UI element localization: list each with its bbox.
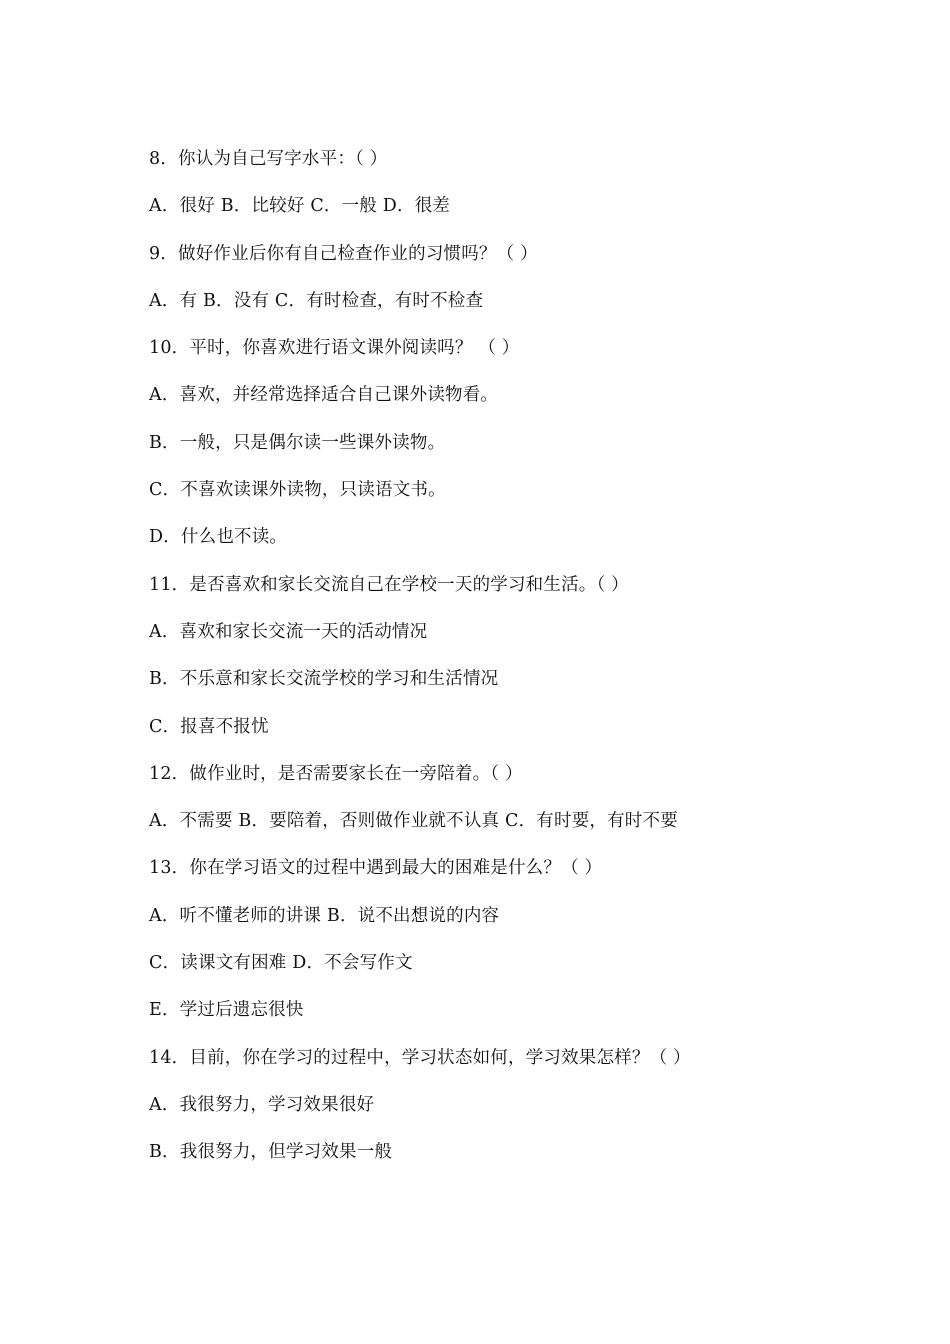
question-14-option-b: B．我很努力，但学习效果一般: [149, 1142, 393, 1163]
question-12: 12．做作业时，是否需要家长在一旁陪着。（ ）: [149, 763, 523, 784]
question-12-options: A．不需要 B．要陪着，否则做作业就不认真 C．有时要，有时不要: [149, 811, 678, 832]
question-11: 11．是否喜欢和家长交流自己在学校一天的学习和生活。（ ）: [149, 574, 629, 595]
question-10: 10．平时，你喜欢进行语文课外阅读吗？ （ ）: [149, 338, 520, 359]
question-10-option-a: A．喜欢，并经常选择适合自己课外读物看。: [149, 385, 499, 406]
question-10-option-b: B．一般，只是偶尔读一些课外读物。: [149, 432, 446, 453]
question-8: 8．你认为自己写字水平：（ ）: [149, 149, 388, 169]
question-14: 14．目前，你在学习的过程中，学习状态如何，学习效果怎样？（ ）: [149, 1047, 691, 1068]
question-8-options: A．很好 B．比较好 C．一般 D．很差: [149, 196, 451, 217]
question-11-option-c: C．报喜不报忧: [149, 716, 269, 737]
question-13-option-e: E．学过后遗忘很快: [149, 1000, 304, 1021]
question-14-option-a: A．我很努力，学习效果很好: [149, 1094, 375, 1115]
questionnaire-text: [149, 141, 849, 1182]
question-11-option-b: B．不乐意和家长交流学校的学习和生活情况: [149, 669, 499, 690]
question-9-options: A．有 B．没有 C．有时检查，有时不检查: [149, 290, 484, 311]
question-11-option-a: A．喜欢和家长交流一天的活动情况: [149, 621, 428, 642]
question-13-options-ab: A．听不懂老师的讲课 B．说不出想说的内容: [149, 905, 500, 926]
question-10-option-c: C．不喜欢读课外读物，只读语文书。: [149, 480, 446, 501]
question-9: 9．做好作业后你有自己检查作业的习惯吗？（ ）: [149, 243, 538, 264]
question-10-option-d: D．什么也不读。: [149, 527, 288, 548]
question-13-options-cd: C．读课文有困难 D．不会写作文: [149, 953, 413, 974]
question-13: 13．你在学习语文的过程中遇到最大的困难是什么？（ ）: [149, 858, 603, 879]
